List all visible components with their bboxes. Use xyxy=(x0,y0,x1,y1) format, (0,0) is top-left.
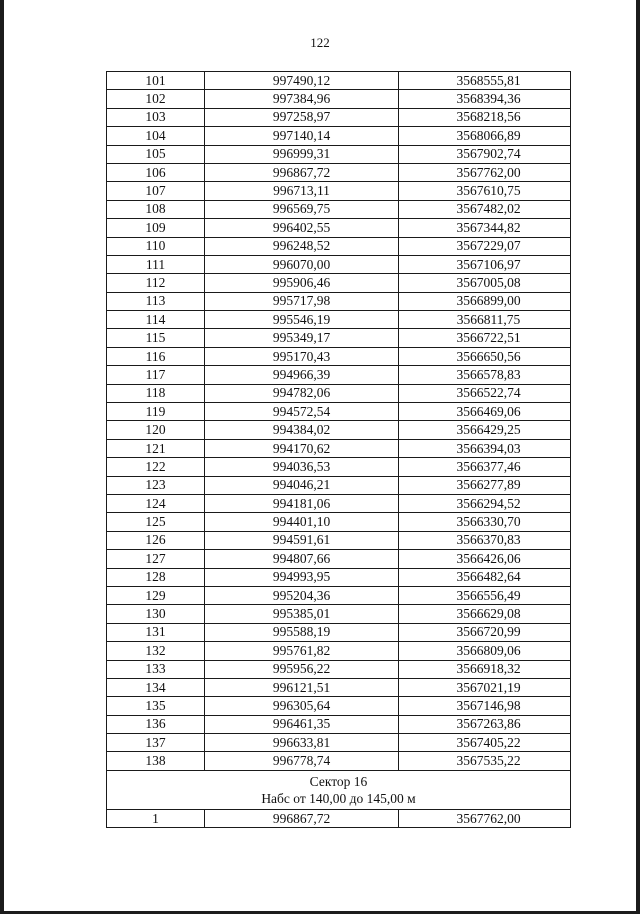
table-row xyxy=(107,403,571,421)
x-coordinate-cell: 995588,19 xyxy=(205,623,399,641)
y-coordinate-cell: 3568394,36 xyxy=(399,90,571,108)
table-row xyxy=(107,237,571,255)
x-coordinate-cell: 994572,54 xyxy=(205,403,399,421)
y-coordinate-cell: 3566556,49 xyxy=(399,586,571,604)
point-number-cell: 105 xyxy=(107,145,205,163)
y-coordinate-cell: 3566809,06 xyxy=(399,642,571,660)
table-row xyxy=(107,623,571,641)
table-row xyxy=(107,292,571,310)
y-coordinate-cell: 3567229,07 xyxy=(399,237,571,255)
y-coordinate-cell: 3566429,25 xyxy=(399,421,571,439)
table-row xyxy=(107,752,571,770)
point-number-cell: 114 xyxy=(107,311,205,329)
x-coordinate-cell: 995349,17 xyxy=(205,329,399,347)
table-row xyxy=(107,421,571,439)
point-number-cell: 132 xyxy=(107,642,205,660)
x-coordinate-cell: 996778,74 xyxy=(205,752,399,770)
y-coordinate-cell: 3566370,83 xyxy=(399,531,571,549)
point-number-cell: 104 xyxy=(107,127,205,145)
y-coordinate-cell: 3566294,52 xyxy=(399,494,571,512)
y-coordinate-cell: 3566522,74 xyxy=(399,384,571,402)
point-number-cell: 134 xyxy=(107,678,205,696)
x-coordinate-cell: 994384,02 xyxy=(205,421,399,439)
table-row xyxy=(107,513,571,531)
table-row xyxy=(107,72,571,90)
y-coordinate-cell: 3566426,06 xyxy=(399,550,571,568)
x-coordinate-cell: 996248,52 xyxy=(205,237,399,255)
section-subtitle: Набс от 140,00 до 145,00 м xyxy=(261,790,416,806)
table-row xyxy=(107,255,571,273)
x-coordinate-cell: 994591,61 xyxy=(205,531,399,549)
x-coordinate-cell: 995546,19 xyxy=(205,311,399,329)
y-coordinate-cell: 3566482,64 xyxy=(399,568,571,586)
coordinates-table xyxy=(106,71,571,828)
y-coordinate-cell: 3567021,19 xyxy=(399,678,571,696)
table-row xyxy=(107,384,571,402)
point-number-cell: 116 xyxy=(107,347,205,365)
point-number-cell: 101 xyxy=(107,72,205,90)
point-number-cell: 133 xyxy=(107,660,205,678)
point-number-cell: 137 xyxy=(107,734,205,752)
point-number-cell: 123 xyxy=(107,476,205,494)
x-coordinate-cell: 995761,82 xyxy=(205,642,399,660)
y-coordinate-cell: 3566469,06 xyxy=(399,403,571,421)
coordinates-table-body xyxy=(107,72,571,828)
x-coordinate-cell: 994782,06 xyxy=(205,384,399,402)
point-number-cell: 122 xyxy=(107,458,205,476)
table-row xyxy=(107,108,571,126)
y-coordinate-cell: 3568066,89 xyxy=(399,127,571,145)
point-number-cell: 119 xyxy=(107,403,205,421)
table-row xyxy=(107,697,571,715)
x-coordinate-cell: 996713,11 xyxy=(205,182,399,200)
x-coordinate-cell: 995956,22 xyxy=(205,660,399,678)
y-coordinate-cell: 3567610,75 xyxy=(399,182,571,200)
x-coordinate-cell: 996867,72 xyxy=(205,809,399,827)
x-coordinate-cell: 997140,14 xyxy=(205,127,399,145)
point-number-cell: 130 xyxy=(107,605,205,623)
point-number-cell: 111 xyxy=(107,255,205,273)
table-row xyxy=(107,311,571,329)
point-number-cell: 107 xyxy=(107,182,205,200)
x-coordinate-cell: 997384,96 xyxy=(205,90,399,108)
point-number-cell: 115 xyxy=(107,329,205,347)
x-coordinate-cell: 996867,72 xyxy=(205,163,399,181)
y-coordinate-cell: 3566918,32 xyxy=(399,660,571,678)
y-coordinate-cell: 3567263,86 xyxy=(399,715,571,733)
point-number-cell: 1 xyxy=(107,809,205,827)
x-coordinate-cell: 996461,35 xyxy=(205,715,399,733)
point-number-cell: 110 xyxy=(107,237,205,255)
x-coordinate-cell: 996999,31 xyxy=(205,145,399,163)
table-row xyxy=(107,458,571,476)
table-row xyxy=(107,568,571,586)
y-coordinate-cell: 3566650,56 xyxy=(399,347,571,365)
table-row xyxy=(107,200,571,218)
table-row xyxy=(107,219,571,237)
y-coordinate-cell: 3567344,82 xyxy=(399,219,571,237)
x-coordinate-cell: 994046,21 xyxy=(205,476,399,494)
y-coordinate-cell: 3567005,08 xyxy=(399,274,571,292)
point-number-cell: 124 xyxy=(107,494,205,512)
point-number-cell: 136 xyxy=(107,715,205,733)
table-row xyxy=(107,182,571,200)
x-coordinate-cell: 995170,43 xyxy=(205,347,399,365)
x-coordinate-cell: 997258,97 xyxy=(205,108,399,126)
x-coordinate-cell: 996402,55 xyxy=(205,219,399,237)
x-coordinate-cell: 994807,66 xyxy=(205,550,399,568)
y-coordinate-cell: 3567902,74 xyxy=(399,145,571,163)
x-coordinate-cell: 994966,39 xyxy=(205,366,399,384)
table-row xyxy=(107,678,571,696)
table-row xyxy=(107,90,571,108)
scan-edge-left xyxy=(0,0,4,914)
table-row xyxy=(107,366,571,384)
y-coordinate-cell: 3567535,22 xyxy=(399,752,571,770)
point-number-cell: 108 xyxy=(107,200,205,218)
section-header-cell xyxy=(107,770,571,809)
point-number-cell: 103 xyxy=(107,108,205,126)
y-coordinate-cell: 3566377,46 xyxy=(399,458,571,476)
x-coordinate-cell: 996633,81 xyxy=(205,734,399,752)
table-row xyxy=(107,439,571,457)
x-coordinate-cell: 994181,06 xyxy=(205,494,399,512)
table-row xyxy=(107,550,571,568)
x-coordinate-cell: 995717,98 xyxy=(205,292,399,310)
table-row xyxy=(107,605,571,623)
scan-edge-right xyxy=(636,0,640,914)
point-number-cell: 125 xyxy=(107,513,205,531)
section-header-row xyxy=(107,770,571,809)
point-number-cell: 109 xyxy=(107,219,205,237)
y-coordinate-cell: 3566811,75 xyxy=(399,311,571,329)
x-coordinate-cell: 996569,75 xyxy=(205,200,399,218)
x-coordinate-cell: 994401,10 xyxy=(205,513,399,531)
y-coordinate-cell: 3567482,02 xyxy=(399,200,571,218)
table-row xyxy=(107,734,571,752)
y-coordinate-cell: 3568555,81 xyxy=(399,72,571,90)
table-row xyxy=(107,809,571,827)
table-row xyxy=(107,163,571,181)
y-coordinate-cell: 3567405,22 xyxy=(399,734,571,752)
page-number: 122 xyxy=(310,35,330,50)
point-number-cell: 135 xyxy=(107,697,205,715)
x-coordinate-cell: 995385,01 xyxy=(205,605,399,623)
x-coordinate-cell: 996070,00 xyxy=(205,255,399,273)
point-number-cell: 138 xyxy=(107,752,205,770)
x-coordinate-cell: 995204,36 xyxy=(205,586,399,604)
x-coordinate-cell: 996305,64 xyxy=(205,697,399,715)
table-row xyxy=(107,642,571,660)
y-coordinate-cell: 3566629,08 xyxy=(399,605,571,623)
y-coordinate-cell: 3568218,56 xyxy=(399,108,571,126)
x-coordinate-cell: 995906,46 xyxy=(205,274,399,292)
point-number-cell: 131 xyxy=(107,623,205,641)
table-row xyxy=(107,329,571,347)
x-coordinate-cell: 996121,51 xyxy=(205,678,399,696)
y-coordinate-cell: 3567106,97 xyxy=(399,255,571,273)
y-coordinate-cell: 3566330,70 xyxy=(399,513,571,531)
y-coordinate-cell: 3567146,98 xyxy=(399,697,571,715)
point-number-cell: 128 xyxy=(107,568,205,586)
table-row xyxy=(107,274,571,292)
point-number-cell: 127 xyxy=(107,550,205,568)
point-number-cell: 117 xyxy=(107,366,205,384)
point-number-cell: 102 xyxy=(107,90,205,108)
y-coordinate-cell: 3567762,00 xyxy=(399,809,571,827)
point-number-cell: 129 xyxy=(107,586,205,604)
section-title: Сектор 16 xyxy=(309,773,368,789)
y-coordinate-cell: 3566899,00 xyxy=(399,292,571,310)
point-number-cell: 106 xyxy=(107,163,205,181)
x-coordinate-cell: 994170,62 xyxy=(205,439,399,457)
point-number-cell: 120 xyxy=(107,421,205,439)
y-coordinate-cell: 3566394,03 xyxy=(399,439,571,457)
table-row xyxy=(107,531,571,549)
y-coordinate-cell: 3566720,99 xyxy=(399,623,571,641)
y-coordinate-cell: 3566277,89 xyxy=(399,476,571,494)
point-number-cell: 112 xyxy=(107,274,205,292)
table-row xyxy=(107,127,571,145)
point-number-cell: 113 xyxy=(107,292,205,310)
point-number-cell: 118 xyxy=(107,384,205,402)
y-coordinate-cell: 3566578,83 xyxy=(399,366,571,384)
table-row xyxy=(107,660,571,678)
table-row xyxy=(107,145,571,163)
y-coordinate-cell: 3567762,00 xyxy=(399,163,571,181)
table-row xyxy=(107,715,571,733)
table-row xyxy=(107,476,571,494)
x-coordinate-cell: 994993,95 xyxy=(205,568,399,586)
table-row xyxy=(107,586,571,604)
x-coordinate-cell: 994036,53 xyxy=(205,458,399,476)
table-row xyxy=(107,494,571,512)
table-row xyxy=(107,347,571,365)
point-number-cell: 126 xyxy=(107,531,205,549)
x-coordinate-cell: 997490,12 xyxy=(205,72,399,90)
point-number-cell: 121 xyxy=(107,439,205,457)
y-coordinate-cell: 3566722,51 xyxy=(399,329,571,347)
